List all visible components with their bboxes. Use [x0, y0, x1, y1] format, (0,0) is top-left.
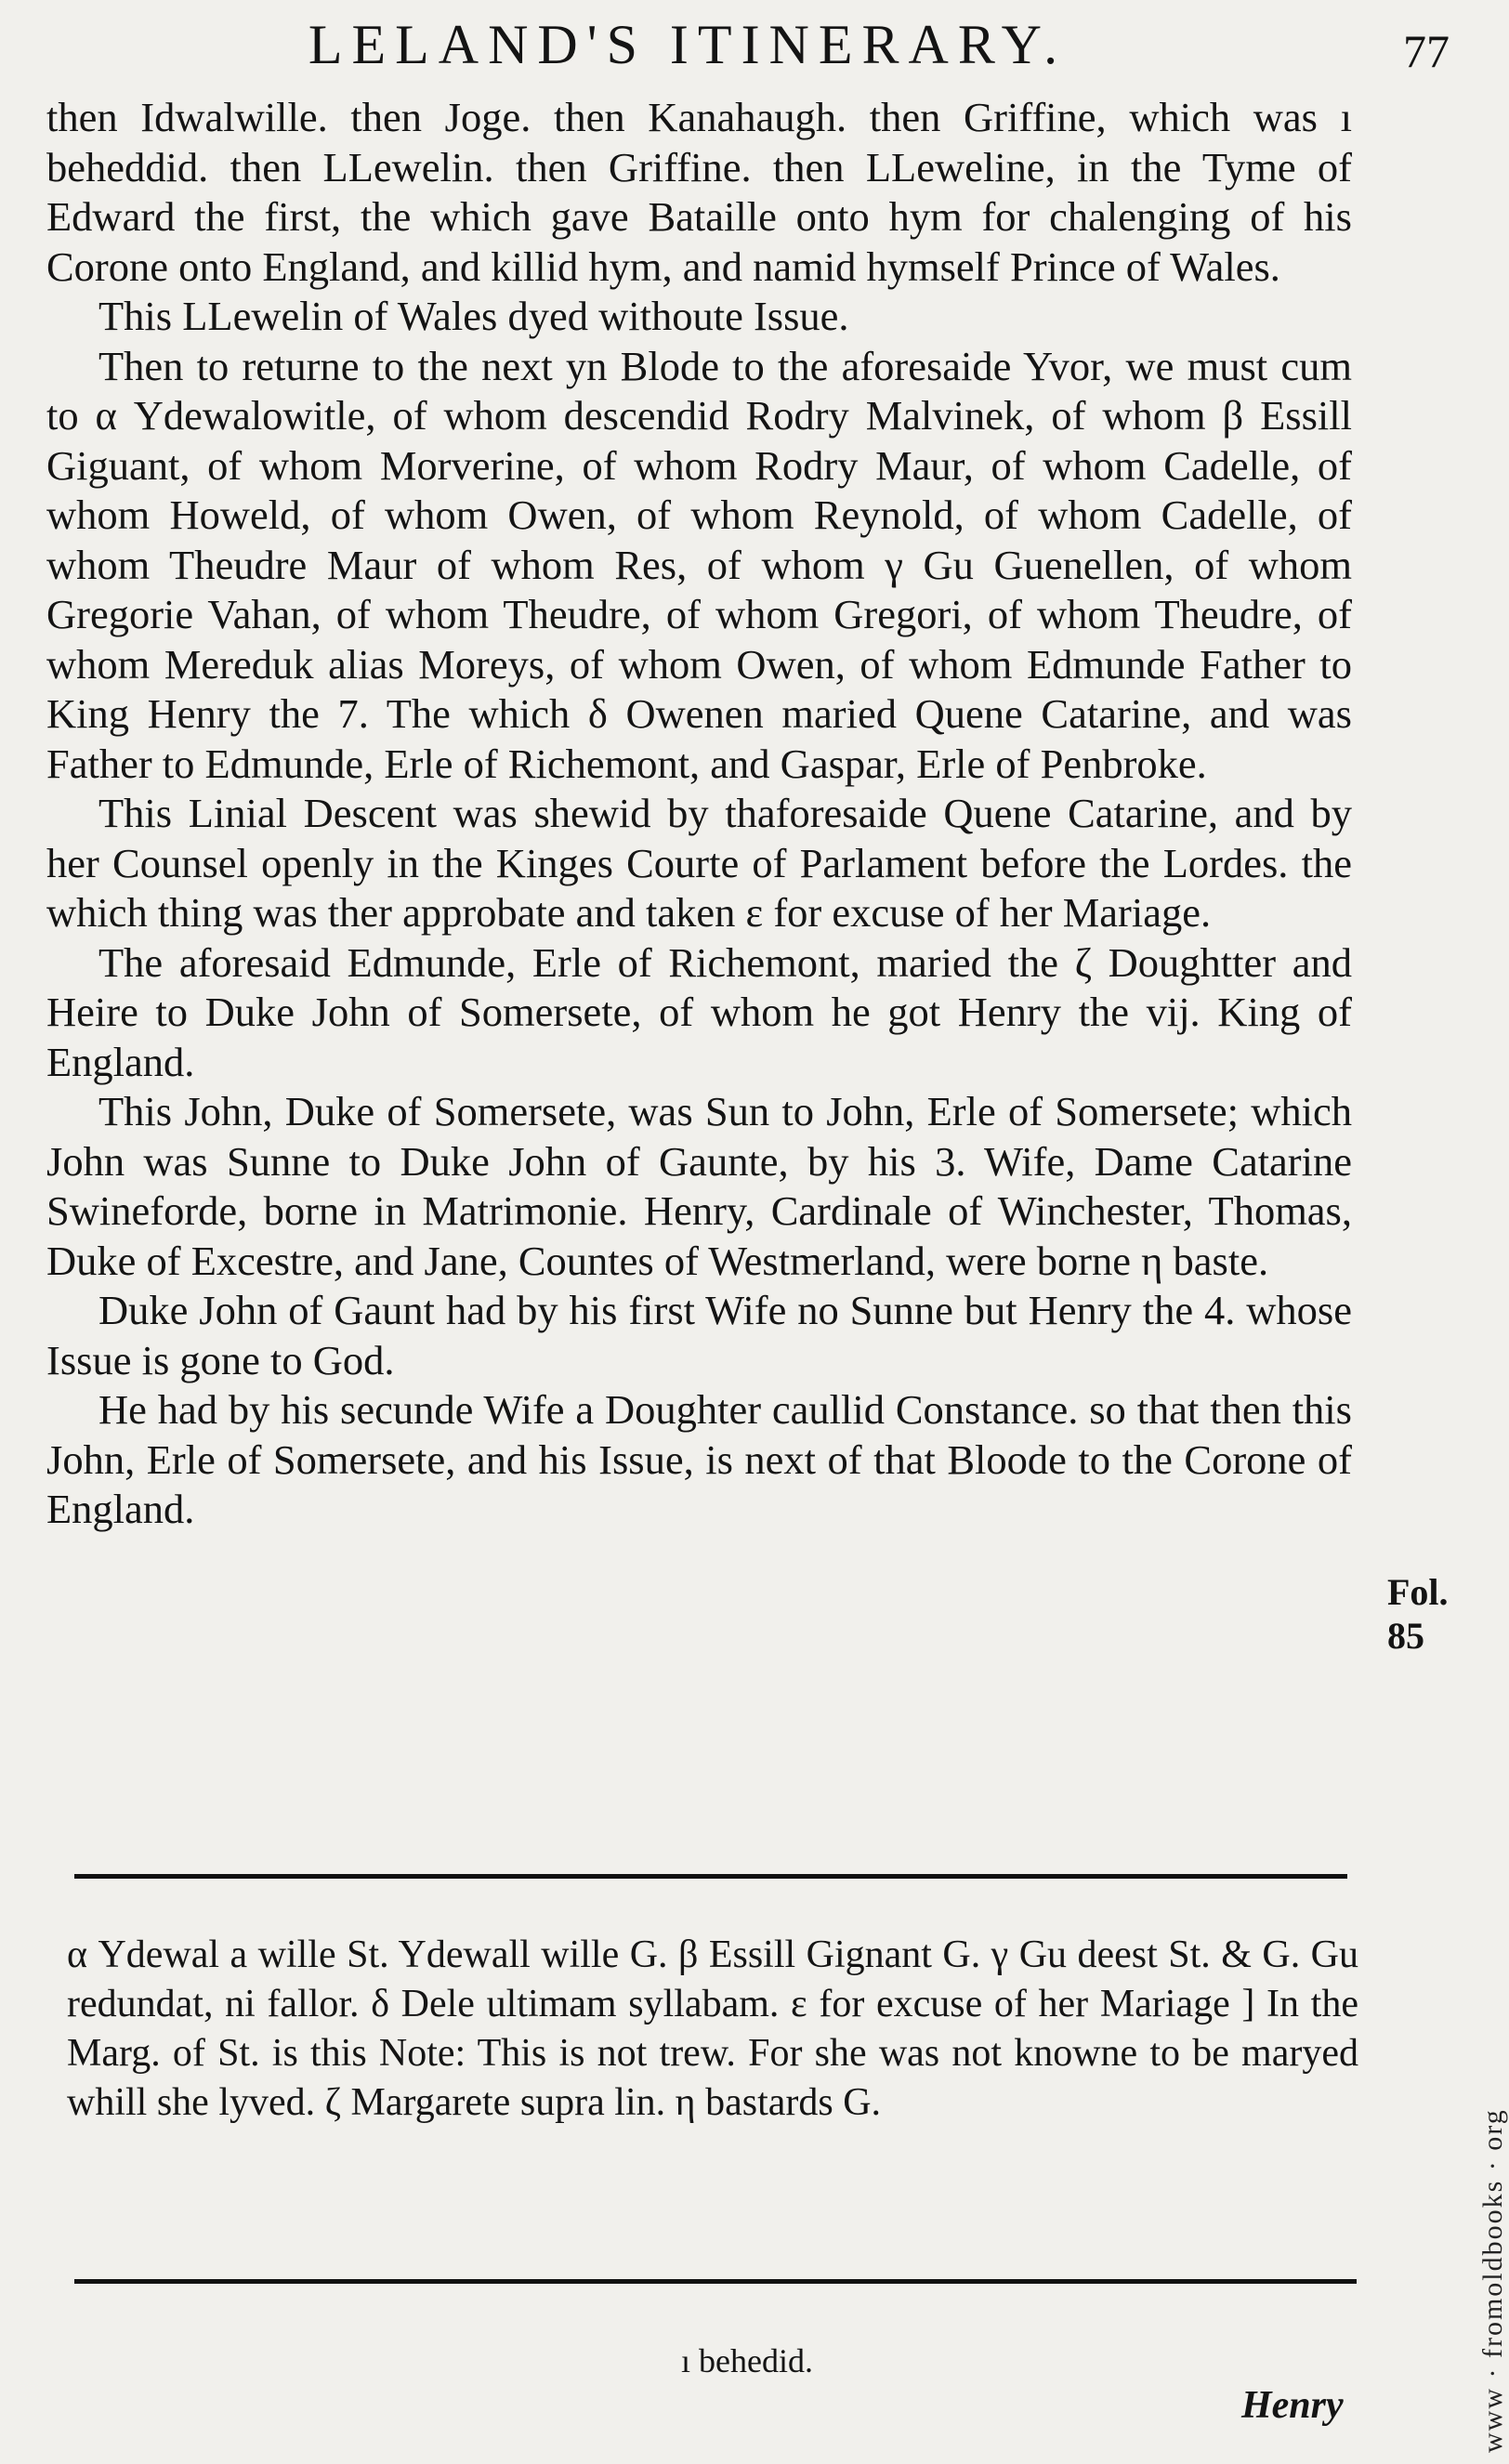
margin-folio-note: Fol. 85 — [1387, 1571, 1449, 1657]
paragraph-3: Then to returne to the next yn Blode to the aforesaide Yvor, we must cum to α Ydewalowitle, of whom descendid Rodry Malvinek, of whom β Essill Giguant, of whom Morverine, of whom Rodry Maur, of whom Cadelle, of whom Howeld, of whom Owen, of whom Reynold, of whom Cadelle, of whom Theudre Maur of whom Res, of whom γ Gu Guenellen, of whom Gregorie Vahan, of whom Theudre, of whom Gregori, of whom Theudre, of whom Mereduk alias Moreys, of whom Owen, of whom Edmunde Father to King Henry the 7. The which δ Owenen maried Quene Catarine, and was Father to Edmunde, Erle of Richemont, and Gaspar, Erle of Penbroke. — [46, 342, 1352, 787]
catchword: Henry — [1241, 2384, 1344, 2427]
paragraph-8: He had by his secunde Wife a Doughter caullid Constance. so that then this John, Erle of Somersete, and his Issue, is next of that Bloode to the Corone of England. — [46, 1386, 1352, 1532]
notes-top-rule — [74, 1874, 1347, 1879]
source-credit: www · fromoldbooks · org — [1477, 2108, 1508, 2453]
paragraph-6: This John, Duke of Somersete, was Sun to John, Erle of Somersete; which John was Sunne to Duke John of Gaunte, by his 3. Wife, Dame Catarine Swineforde, borne in Matrimonie. Henry, Cardinale of Winchester, Thomas, Duke of Excestre, and Jane, Countes of Westmerland, were borne η baste. — [46, 1088, 1352, 1284]
paragraph-1: then Idwalwille. then Joge. then Kanahaugh. then Griffine, which was ı beheddid. then LLewelin. then Griffine. then LLeweline, in the Tyme of Edward the first, the which gave Bataille onto hym for chalenging of his Corone onto England, and killid hym, and namid hymself Prince of Wales. — [46, 94, 1352, 290]
editorial-notes: α Ydewal a wille St. Ydewall wille G. β Essill Gignant G. γ Gu deest St. & G. Gu redundat, ni fallor. δ Dele ultimam syllabam. ε for excuse of her Mariage ] In the Marg. of St. is this Note: This is not trew. For she was not knowne to be maryed whill she lyved. ζ Margarete supra lin. η bastards G. — [67, 1933, 1358, 2124]
footnote: ı behedid. — [681, 2342, 813, 2379]
notes-bottom-rule — [74, 2279, 1357, 2284]
paragraph-4: This Linial Descent was shewid by thaforesaide Quene Catarine, and by her Counsel openly in the Kinges Courte of Parlament before the Lordes. the which thing was ther approbate and taken ε for excuse of her Mariage. — [46, 790, 1352, 936]
page-number: 77 — [1403, 25, 1450, 77]
paragraph-2: This LLewelin of Wales dyed withoute Issue. — [98, 293, 849, 339]
paragraph-5: The aforesaid Edmunde, Erle of Richemont, maried the ζ Doughtter and Heire to Duke John of Somersete, of whom he got Henry the vij. King of England. — [46, 938, 1352, 1085]
paragraph-7: Duke John of Gaunt had by his first Wife no Sunne but Henry the 4. whose Issue is gone to God. — [46, 1287, 1352, 1383]
running-title: LELAND'S ITINERARY. — [308, 14, 1068, 75]
main-text — [46, 93, 1352, 1535]
